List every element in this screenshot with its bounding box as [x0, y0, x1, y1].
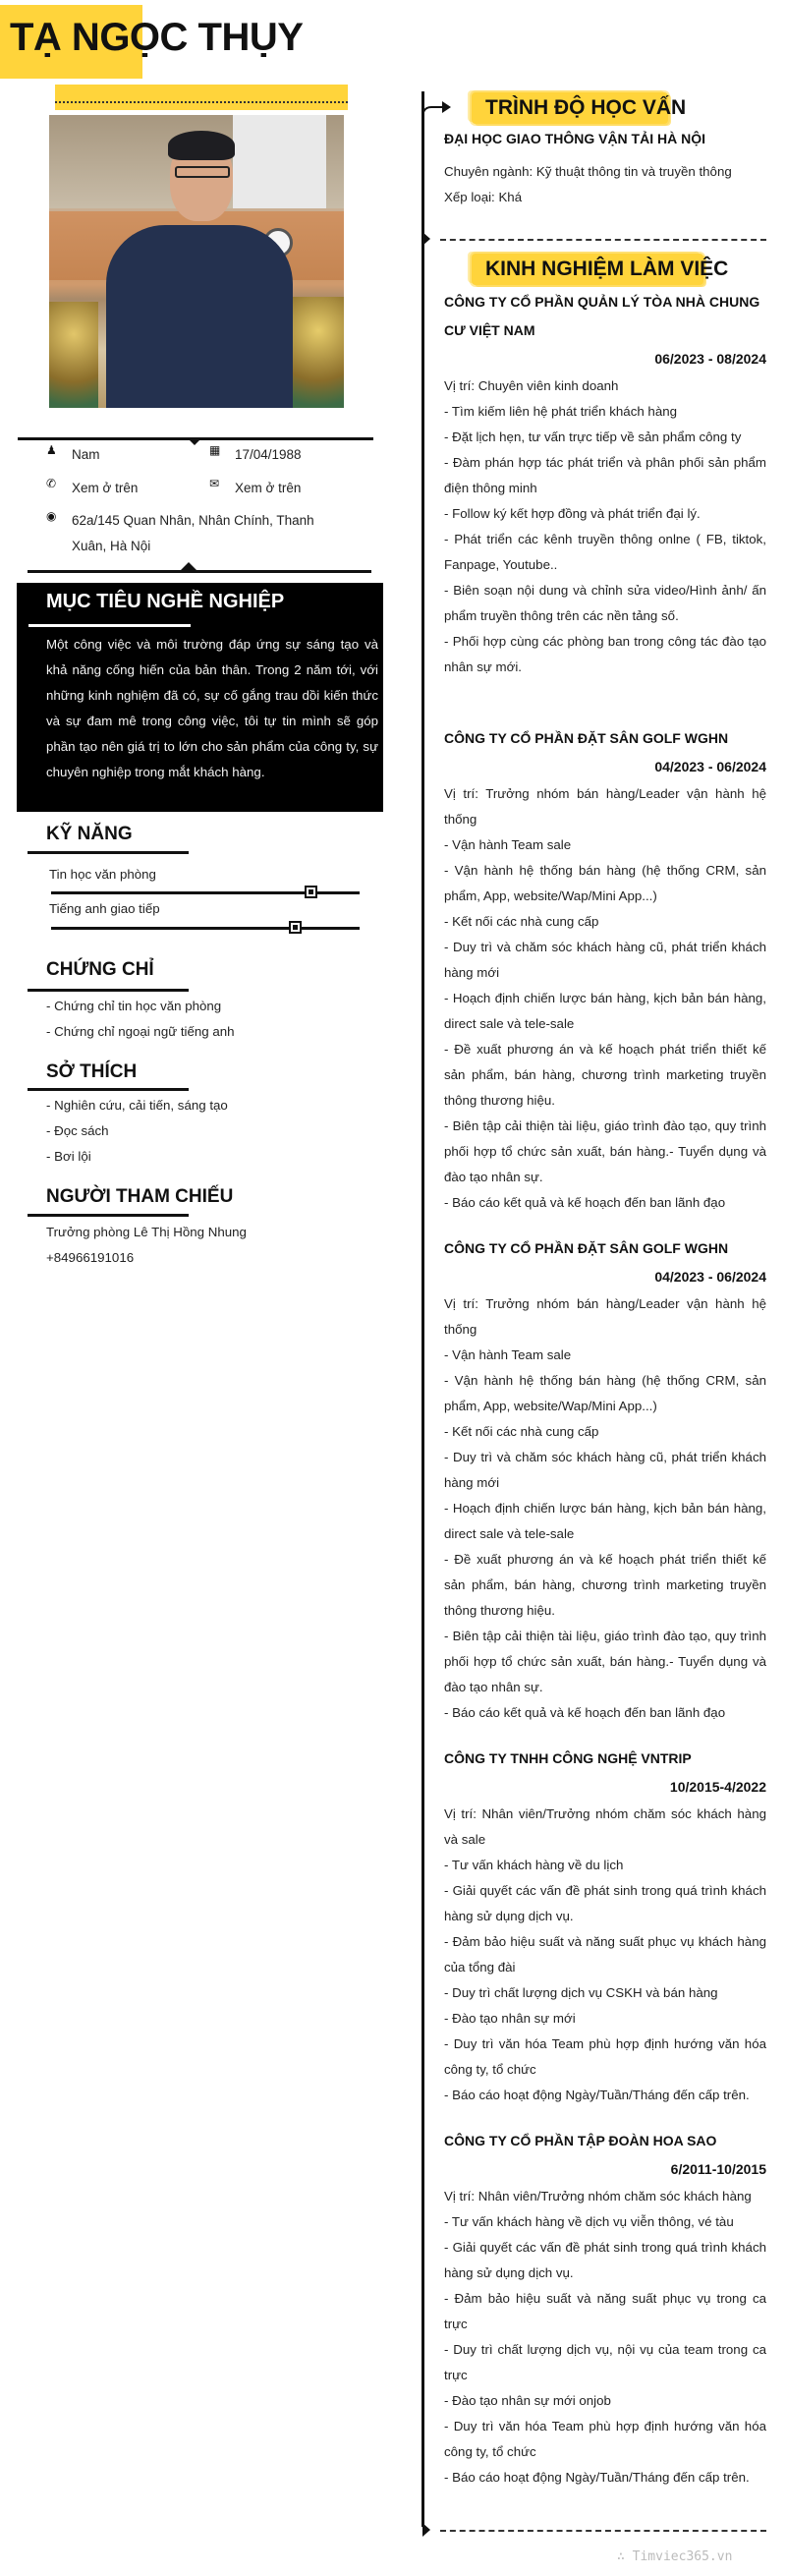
certificate-item: - Chứng chỉ tin học văn phòng — [46, 999, 222, 1013]
education-title: TRÌNH ĐỘ HỌC VẤN — [485, 96, 687, 119]
education-major: Chuyên ngành: Kỹ thuật thông tin và truyền thông — [444, 164, 732, 179]
arrow-right-icon — [423, 98, 453, 118]
job-line: - Giải quyết các vấn đề phát sinh trong quá trình khách hàng sử dụng dịch vụ. — [444, 2240, 766, 2280]
education-grade: Xếp loại: Khá — [444, 190, 523, 204]
job-entry — [444, 724, 766, 1216]
job-line: - Duy trì văn hóa Team phù hợp định hướng văn hóa công ty, tổ chức — [444, 2419, 766, 2459]
header — [0, 0, 786, 79]
skills-title: KỸ NĂNG — [46, 824, 133, 844]
skill-level-knob — [289, 921, 302, 934]
job-entry — [444, 2127, 766, 2490]
hobby-item: - Nghiên cứu, cải tiến, sáng tạo — [46, 1098, 228, 1113]
job-line: - Biên tập cải thiện tài liệu, giáo trình đào tạo, quy trình phối hợp tổ chức sản xuất, bán hàng.- Tuyển dụng và đào tạo nhân sự. — [444, 1629, 766, 1694]
job-line: - Báo cáo hoạt động Ngày/Tuần/Tháng đến cấp trên. — [444, 2470, 750, 2485]
job-period: 04/2023 - 06/2024 — [654, 1269, 766, 1285]
timeline-marker-icon — [422, 232, 430, 246]
hobbies-title: SỞ THÍCH — [46, 1061, 138, 1082]
job-line: - Follow ký kết hợp đồng và phát triển đại lý. — [444, 506, 701, 521]
job-entry — [444, 288, 766, 680]
candidate-name: TẠ NGỌC THỤY — [10, 16, 304, 59]
skills-underline — [28, 851, 189, 854]
company-name: CÔNG TY CỔ PHẦN TẬP ĐOÀN HOA SAO — [444, 2133, 717, 2148]
company-name: CÔNG TY CỔ PHẦN ĐẶT SÂN GOLF WGHN — [444, 730, 729, 746]
job-line: - Đề xuất phương án và kế hoạch phát triển thiết kế sản phẩm, bán hàng, chương trình marketing truyền thông thương hiệu. — [444, 1042, 766, 1108]
watermark: ∴ Timviec365.vn — [617, 2549, 733, 2564]
skill-bar — [51, 891, 360, 894]
job-entry — [444, 1745, 766, 2108]
job-line: - Vận hành Team sale — [444, 1347, 572, 1362]
job-line: - Đảm bảo hiệu suất và năng suất phục vụ trong ca trực — [444, 2291, 766, 2331]
job-line: - Báo cáo hoạt động Ngày/Tuần/Tháng đến cấp trên. — [444, 2088, 750, 2102]
hobby-item: - Đọc sách — [46, 1123, 109, 1138]
photo-banner — [55, 85, 348, 110]
company-name: CÔNG TY CỔ PHẦN QUẢN LÝ TÒA NHÀ CHUNG CƯ VIỆT NAM — [444, 294, 760, 338]
email-value: Xem ở trên — [235, 481, 302, 495]
references-title: NGƯỜI THAM CHIẾU — [46, 1186, 234, 1207]
certificates-underline — [28, 989, 189, 992]
skill-label: Tin học văn phòng — [49, 867, 156, 882]
job-entry — [444, 1234, 766, 1726]
job-line: - Đảm bảo hiệu suất và năng suất phục vụ khách hàng của tổng đài — [444, 1934, 766, 1975]
job-line: - Đặt lịch hẹn, tư vấn trực tiếp về sản phẩm công ty — [444, 429, 742, 444]
skill-level-knob — [305, 886, 317, 898]
job-line: - Vận hành hệ thống bán hàng (hệ thống CRM, sản phẩm, App, website/Wap/Mini App...) — [444, 863, 766, 903]
job-line: - Biên tập cải thiện tài liệu, giáo trình đào tạo, quy trình phối hợp tổ chức sản xuất, bán hàng.- Tuyển dụng và đào tạo nhân sự. — [444, 1118, 766, 1184]
job-line: - Duy trì và chăm sóc khách hàng cũ, phát triển khách hàng mới — [444, 1450, 766, 1490]
job-period: 6/2011-10/2015 — [670, 2161, 766, 2177]
reference-item: +84966191016 — [46, 1250, 135, 1265]
job-line: - Vận hành Team sale — [444, 837, 572, 852]
skill-bar — [51, 927, 360, 930]
hobbies-underline — [28, 1088, 189, 1091]
job-line: - Vận hành hệ thống bán hàng (hệ thống CRM, sản phẩm, App, website/Wap/Mini App...) — [444, 1373, 766, 1413]
job-line: - Đào tạo nhân sự mới — [444, 2011, 576, 2026]
section-divider — [440, 239, 766, 241]
job-line: - Duy trì chất lượng dịch vụ, nội vụ của team trong ca trực — [444, 2342, 766, 2382]
section-divider — [440, 2530, 766, 2532]
job-line: - Đàm phán hợp tác phát triển và phân phối sản phẩm điện thông minh — [444, 455, 766, 495]
certificate-item: - Chứng chỉ ngoại ngữ tiếng anh — [46, 1024, 235, 1039]
profile-photo — [49, 115, 344, 408]
job-line: Vị trí: Trưởng nhóm bán hàng/Leader vận hành hệ thống — [444, 1296, 766, 1337]
timeline-marker-icon — [422, 2523, 430, 2537]
objective-text: Một công việc và môi trường đáp ứng sự sáng tạo và khả năng cống hiến của bản thân. Trong 2 năm tới, với những kinh nghiệm đã có, sự cố gắng trau dồi kiến thức và sự đam mê trong công việc, tôi tự tin mình sẽ góp phần tạo nên giá trị to lớn cho sản phẩm của công ty, sự chuyên nghiệp trong mắt khách hàng. — [46, 637, 378, 779]
skill-label: Tiếng anh giao tiếp — [49, 901, 160, 916]
phone-row — [46, 476, 138, 501]
job-line: - Giải quyết các vấn đề phát sinh trong quá trình khách hàng sử dụng dịch vụ. — [444, 1883, 766, 1923]
reference-item: Trưởng phòng Lê Thị Hồng Nhung — [46, 1225, 247, 1239]
birthday-row — [209, 442, 302, 468]
objective-title: MỤC TIÊU NGHỀ NGHIỆP — [46, 591, 285, 612]
job-line: - Kết nối các nhà cung cấp — [444, 914, 599, 929]
job-line: - Báo cáo kết quả và kế hoạch đến ban lãnh đạo — [444, 1195, 726, 1210]
info-divider-bottom — [28, 570, 371, 573]
hobby-item: - Bơi lội — [46, 1149, 91, 1164]
job-line: - Tìm kiếm liên hệ phát triển khách hàng — [444, 404, 678, 419]
job-period: 04/2023 - 06/2024 — [654, 759, 766, 774]
job-line: - Đào tạo nhân sự mới onjob — [444, 2393, 611, 2408]
career-objective-section — [17, 583, 383, 812]
job-period: 10/2015-4/2022 — [669, 1779, 766, 1795]
job-line: - Biên soạn nội dung và chỉnh sửa video/Hình ảnh/ ấn phẩm truyền thông trên các nền tảng số. — [444, 583, 766, 623]
job-period: 06/2023 - 08/2024 — [654, 351, 766, 367]
user-icon: ♟ — [46, 443, 57, 457]
job-line: - Phối hợp cùng các phòng ban trong công tác đào tạo nhân sự mới. — [444, 634, 766, 674]
job-line: Vị trí: Chuyên viên kinh doanh — [444, 378, 619, 393]
address-line1: 62a/145 Quan Nhân, Nhân Chính, Thanh — [72, 513, 314, 528]
gender-value: Nam — [72, 447, 100, 462]
calendar-icon: ▦ — [209, 443, 221, 457]
school-name: ĐẠI HỌC GIAO THÔNG VẬN TẢI HÀ NỘI — [444, 131, 705, 146]
job-line: - Phát triển các kênh truyền thông onlne ( FB, tiktok, Fanpage, Youtube.. — [444, 532, 766, 572]
job-line: - Báo cáo kết quả và kế hoạch đến ban lãnh đạo — [444, 1705, 726, 1720]
company-name: CÔNG TY TNHH CÔNG NGHỆ VNTRIP — [444, 1750, 692, 1766]
gender-row — [46, 442, 100, 468]
info-divider-top — [18, 437, 373, 440]
phone-value: Xem ở trên — [72, 481, 139, 495]
timeline-rule — [421, 91, 424, 2527]
address-line2: Xuân, Hà Nội — [72, 539, 151, 553]
job-line: Vị trí: Nhân viên/Trưởng nhóm chăm sóc khách hàng — [444, 2189, 752, 2204]
email-row — [209, 476, 301, 501]
job-line: - Tư vấn khách hàng về dịch vụ viễn thông, vé tàu — [444, 2214, 734, 2229]
certificates-title: CHỨNG CHỈ — [46, 959, 154, 980]
job-line: - Duy trì và chăm sóc khách hàng cũ, phát triển khách hàng mới — [444, 940, 766, 980]
job-line: - Hoạch định chiến lược bán hàng, kịch bản bán hàng, direct sale và tele-sale — [444, 991, 766, 1031]
job-line: - Đề xuất phương án và kế hoạch phát triển thiết kế sản phẩm, bán hàng, chương trình marketing truyền thông thương hiệu. — [444, 1552, 766, 1618]
job-line: - Kết nối các nhà cung cấp — [444, 1424, 599, 1439]
job-line: Vị trí: Nhân viên/Trưởng nhóm chăm sóc khách hàng và sale — [444, 1806, 766, 1847]
job-line: - Hoạch định chiến lược bán hàng, kịch bản bán hàng, direct sale và tele-sale — [444, 1501, 766, 1541]
objective-underline — [28, 624, 191, 627]
job-line: - Duy trì văn hóa Team phù hợp định hướng văn hóa công ty, tổ chức — [444, 2036, 766, 2077]
job-line: Vị trí: Trưởng nhóm bán hàng/Leader vận hành hệ thống — [444, 786, 766, 827]
envelope-icon: ✉ — [209, 477, 220, 490]
company-name: CÔNG TY CỔ PHẦN ĐẶT SÂN GOLF WGHN — [444, 1240, 729, 1256]
experience-title: KINH NGHIỆM LÀM VIỆC — [485, 258, 729, 280]
birthday-value: 17/04/1988 — [235, 447, 302, 462]
references-underline — [28, 1214, 189, 1217]
job-line: - Tư vấn khách hàng về du lịch — [444, 1858, 624, 1872]
phone-icon: ✆ — [46, 477, 57, 490]
map-marker-icon: ◉ — [46, 509, 57, 523]
address-row — [46, 508, 366, 559]
job-line: - Duy trì chất lượng dịch vụ CSKH và bán hàng — [444, 1985, 718, 2000]
